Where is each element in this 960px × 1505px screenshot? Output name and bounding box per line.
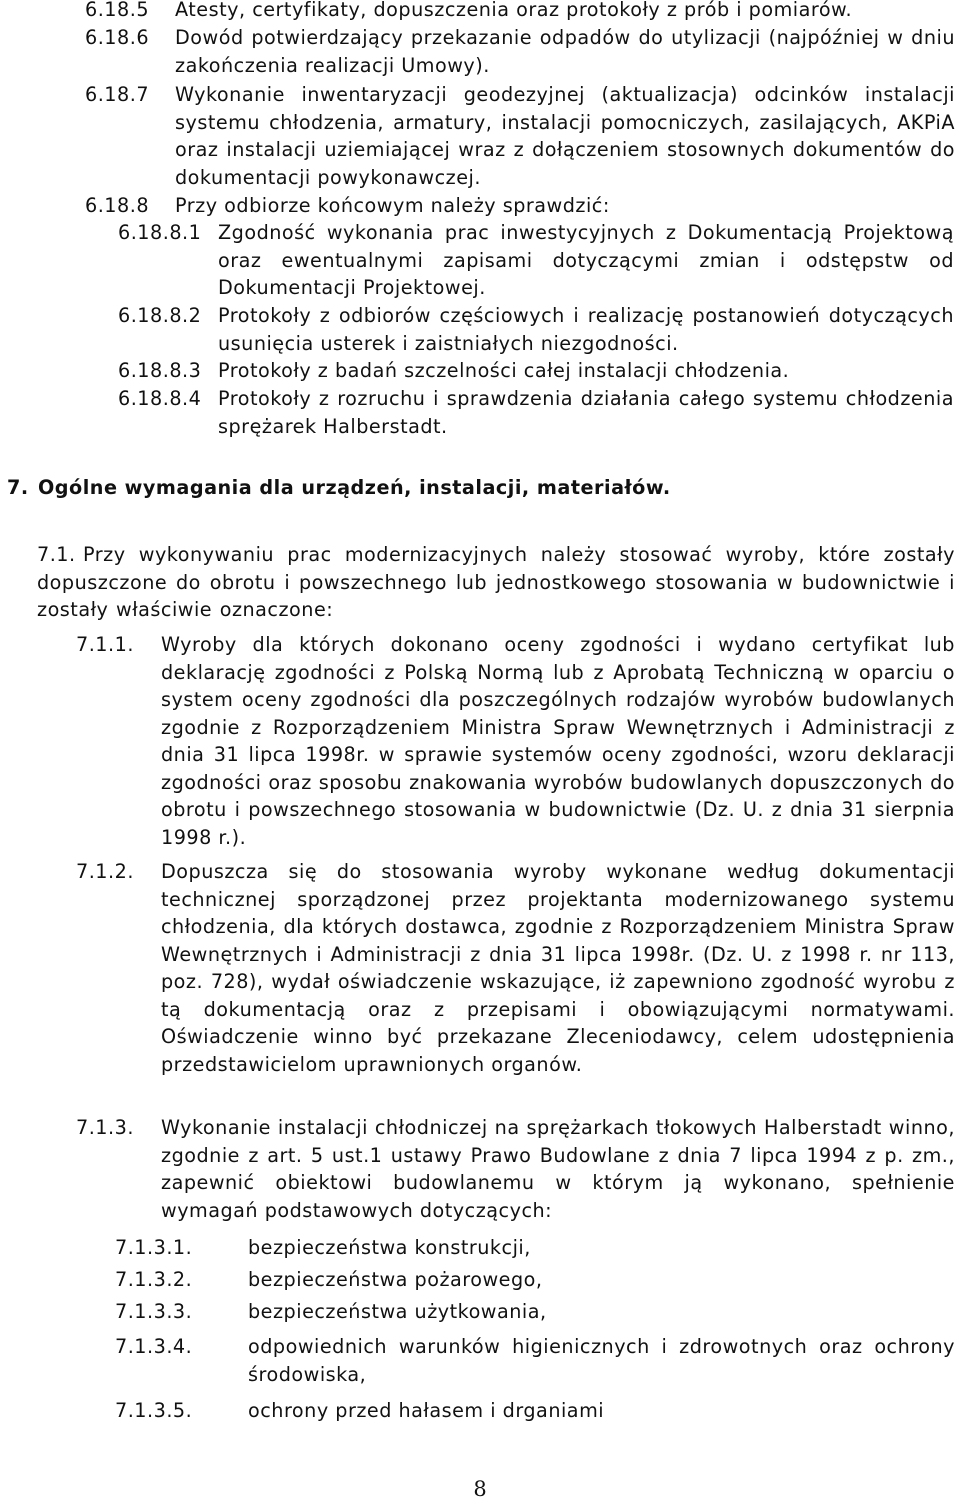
section-title: Ogólne wymagania dla urządzeń, instalacji, materiałów. (38, 476, 671, 499)
item-number: 7.1.3. (76, 1116, 134, 1139)
item-text: Przy odbiorze końcowym należy sprawdzić: (175, 194, 610, 217)
item-number: 6.18.5 (85, 0, 150, 21)
item-number: 6.18.8.3 (118, 359, 202, 382)
item-number: 7.1.3.5. (115, 1399, 193, 1422)
item-text: Dowód potwierdzający przekazanie odpadów do utylizacji (najpóźniej w dniu zakończenia realizacji Umowy). (175, 26, 955, 77)
item-text: Przy wykonywaniu prac modernizacyjnych należy stosować wyroby, które zostały dopuszczone do obrotu i powszechnego lub jednostkowego stosowania w budownictwie i zostały właściwie oznaczone: (37, 543, 955, 621)
item-text: Wykonanie inwentaryzacji geodezyjnej (aktualizacja) odcinków instalacji systemu chłodzenia, armatury, instalacji pomocniczych, zasilających, AKPiA oraz instalacji uziemiającej wraz z dołączeniem stosownych dokumentów do dokumentacji powykonawczej. (175, 83, 955, 189)
item-text: bezpieczeństwa pożarowego, (248, 1268, 543, 1291)
item-number: 7.1. (37, 543, 76, 566)
item-text: Dopuszcza się do stosowania wyroby wykonane według dokumentacji technicznej sporządzonej przez projektanta modernizowanego systemu chłodzenia, dla których dostawca, zgodnie z Rozporządzeniem Ministra Spraw Wewnętrznych i Administracji z dnia 31 lipca 1998r. (Dz. U. z 1998 r. nr 113, poz. 728), wydał oświadczenie wskazujące, iż zapewniono zgodność wyrobu z tą dokumentacją oraz z przepisami i obowiązującymi normatywami. Oświadczenie winno być przekazane Zleceniodawcy, celem udostępnienia przedstawicielom uprawnionych organów. (161, 860, 955, 1076)
item-number: 6.18.8.2 (118, 304, 202, 327)
item-number: 6.18.6 (85, 26, 150, 49)
item-text: bezpieczeństwa użytkowania, (248, 1300, 547, 1323)
item-number: 7.1.3.3. (115, 1300, 193, 1323)
page-number: 8 (473, 1477, 487, 1501)
item-number: 6.18.8 (85, 194, 150, 217)
item-text: Zgodność wykonania prac inwestycyjnych z Dokumentacją Projektową oraz ewentualnymi zapisami dotyczącymi zmian i odstępstw od Dokumentacji Projektowej. (218, 221, 954, 299)
item-number: 7.1.3.4. (115, 1335, 193, 1358)
item-text: Protokoły z badań szczelności całej instalacji chłodzenia. (218, 359, 790, 382)
item-text: Wykonanie instalacji chłodniczej na sprężarkach tłokowych Halberstadt winno, zgodnie z art. 5 ust.1 ustawy Prawo Budowlane z dnia 7 lipca 1994 z p. zm., zapewnić obiektowi budowlanemu w którym ją wykonano, spełnienie wymagań podstawowych dotyczących: (161, 1116, 955, 1222)
section-number: 7. (7, 476, 29, 499)
item-number: 6.18.8.1 (118, 221, 202, 244)
item-text: odpowiednich warunków higienicznych i zdrowotnych oraz ochrony środowiska, (248, 1335, 955, 1386)
item-number: 6.18.7 (85, 83, 150, 106)
item-number: 6.18.8.4 (118, 387, 202, 410)
item-text: Protokoły z rozruchu i sprawdzenia działania całego systemu chłodzenia sprężarek Halberstadt. (218, 387, 954, 438)
item-text: Protokoły z odbiorów częściowych i realizację postanowień dotyczących usunięcia usterek i zaistniałych niezgodności. (218, 304, 954, 355)
item-text: bezpieczeństwa konstrukcji, (248, 1236, 531, 1259)
item-number: 7.1.2. (76, 860, 134, 883)
item-number: 7.1.3.1. (115, 1236, 193, 1259)
item-text: Wyroby dla których dokonano oceny zgodności i wydano certyfikat lub deklarację zgodności z Polską Normą lub z Aprobatą Techniczną w oparciu o system oceny zgodności dla poszczególnych rodzajów wyrobów budowlanych zgodnie z Rozporządzeniem Ministra Spraw Wewnętrznych i Administracji z dnia 31 lipca 1998r. w sprawie systemów oceny zgodności, wzoru deklaracji zgodności oraz sposobu znakowania wyrobów budowlanych dopuszczonych do obrotu i powszechnego stosowania w budownictwie (Dz. U. z dnia 31 sierpnia 1998 r.). (161, 633, 955, 849)
item-number: 7.1.3.2. (115, 1268, 193, 1291)
item-text: ochrony przed hałasem i drganiami (248, 1399, 605, 1422)
item-text: Atesty, certyfikaty, dopuszczenia oraz protokoły z prób i pomiarów. (175, 0, 853, 21)
item-number: 7.1.1. (76, 633, 134, 656)
